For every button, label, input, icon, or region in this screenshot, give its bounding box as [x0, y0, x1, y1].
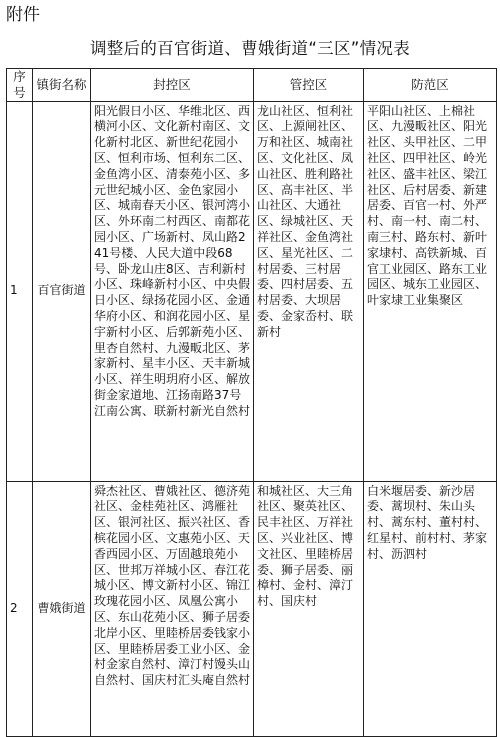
zones-table: [6, 68, 497, 737]
header-lockdown-zone: 封控区: [91, 69, 254, 102]
row-no: 1: [7, 101, 33, 481]
prevention-zone-list: 平阳山社区、上棉社区、九漫畈社区、阳光社区、头甲社区、二甲社区、四甲社区、岭光社区、盛丰社区、梁江社区、后村居委、新建居委、百官一村、外严村、南一村、南二村、南三村、路东村、新叶家埭村、高铁新城、百官工业园区、路东工业园区、城东工业园区、叶家埭工业集聚区: [364, 101, 497, 481]
header-street-name: 镇街名称: [33, 69, 91, 102]
street-name: 百官街道: [33, 101, 91, 481]
header-no: 序号: [7, 69, 33, 102]
lockdown-zone-list: 阳光假日小区、华维北区、西横河小区、文化新村南区、文化新村北区、新世纪花园小区、恒利市场、恒利东二区、金鱼湾小区、清泰苑小区、多元世纪城小区、金色家园小区、城南春天小区、银河湾小区、外环南二村西区、南都花园小区、广场新村、凤山路241号楼、人民大道中段68号、卧龙山庄8区、吉利新村小区、珠峰新村小区、中央假日小区、绿扬花园小区、金通华府小区、和润花园小区、星宇新村小区、后郭新苑小区、里杏自然村、九漫畈北区、茅家新村、星丰小区、天丰新城小区、祥生明玥府小区、解放街金家道地、江扬南路37号江南公寓、联新村新光自然村: [91, 101, 254, 481]
table-row: [7, 101, 497, 481]
street-name: 曹娥街道: [33, 481, 91, 736]
header-prevention-zone: 防范区: [364, 69, 497, 102]
attachment-label: 附件: [6, 5, 40, 25]
table-row: [7, 481, 497, 736]
prevention-zone-list: 白米堰居委、新沙居委、蒿坝村、朱山头村、蒿东村、董村村、红星村、前村村、茅家村、沥泗村: [364, 481, 497, 736]
page-title: 调整后的百官街道、曹娥街道“三区”情况表: [89, 39, 411, 58]
lockdown-zone-list: 舜杰社区、曹娥社区、德济苑社区、金桂苑社区、鸿雁社区、银河社区、振兴社区、香槟花园小区、文惠苑小区、天香西园小区、万固越琅苑小区、世邦万祥城小区、春江花城小区、博文新村小区、锦江玫瑰花园小区、凤凰公寓小区、东山花苑小区、狮子居委北岸小区、里睦桥居委钱家小区、里睦桥居委工业小区、金村金家自然村、漳汀村馒头山自然村、国庆村汇头庵自然村: [91, 481, 254, 736]
row-no: 2: [7, 481, 33, 736]
header-control-zone: 管控区: [254, 69, 364, 102]
table-header-row: [7, 69, 497, 102]
control-zone-list: 龙山社区、恒利社区、上源闸社区、万和社区、城南社区、文化社区、凤山社区、胜利路社区、高丰社区、半山社区、大通社区、绿城社区、天祥社区、金鱼湾社区、星光社区、二村居委、三村居委、四村居委、五村居委、大坝居委、金家岙村、联新村: [254, 101, 364, 481]
control-zone-list: 和城社区、大三角社区、聚英社区、民丰社区、万祥社区、兴业社区、博文社区、里睦桥居委、狮子居委、丽樟村、金村、漳汀村、国庆村: [254, 481, 364, 736]
